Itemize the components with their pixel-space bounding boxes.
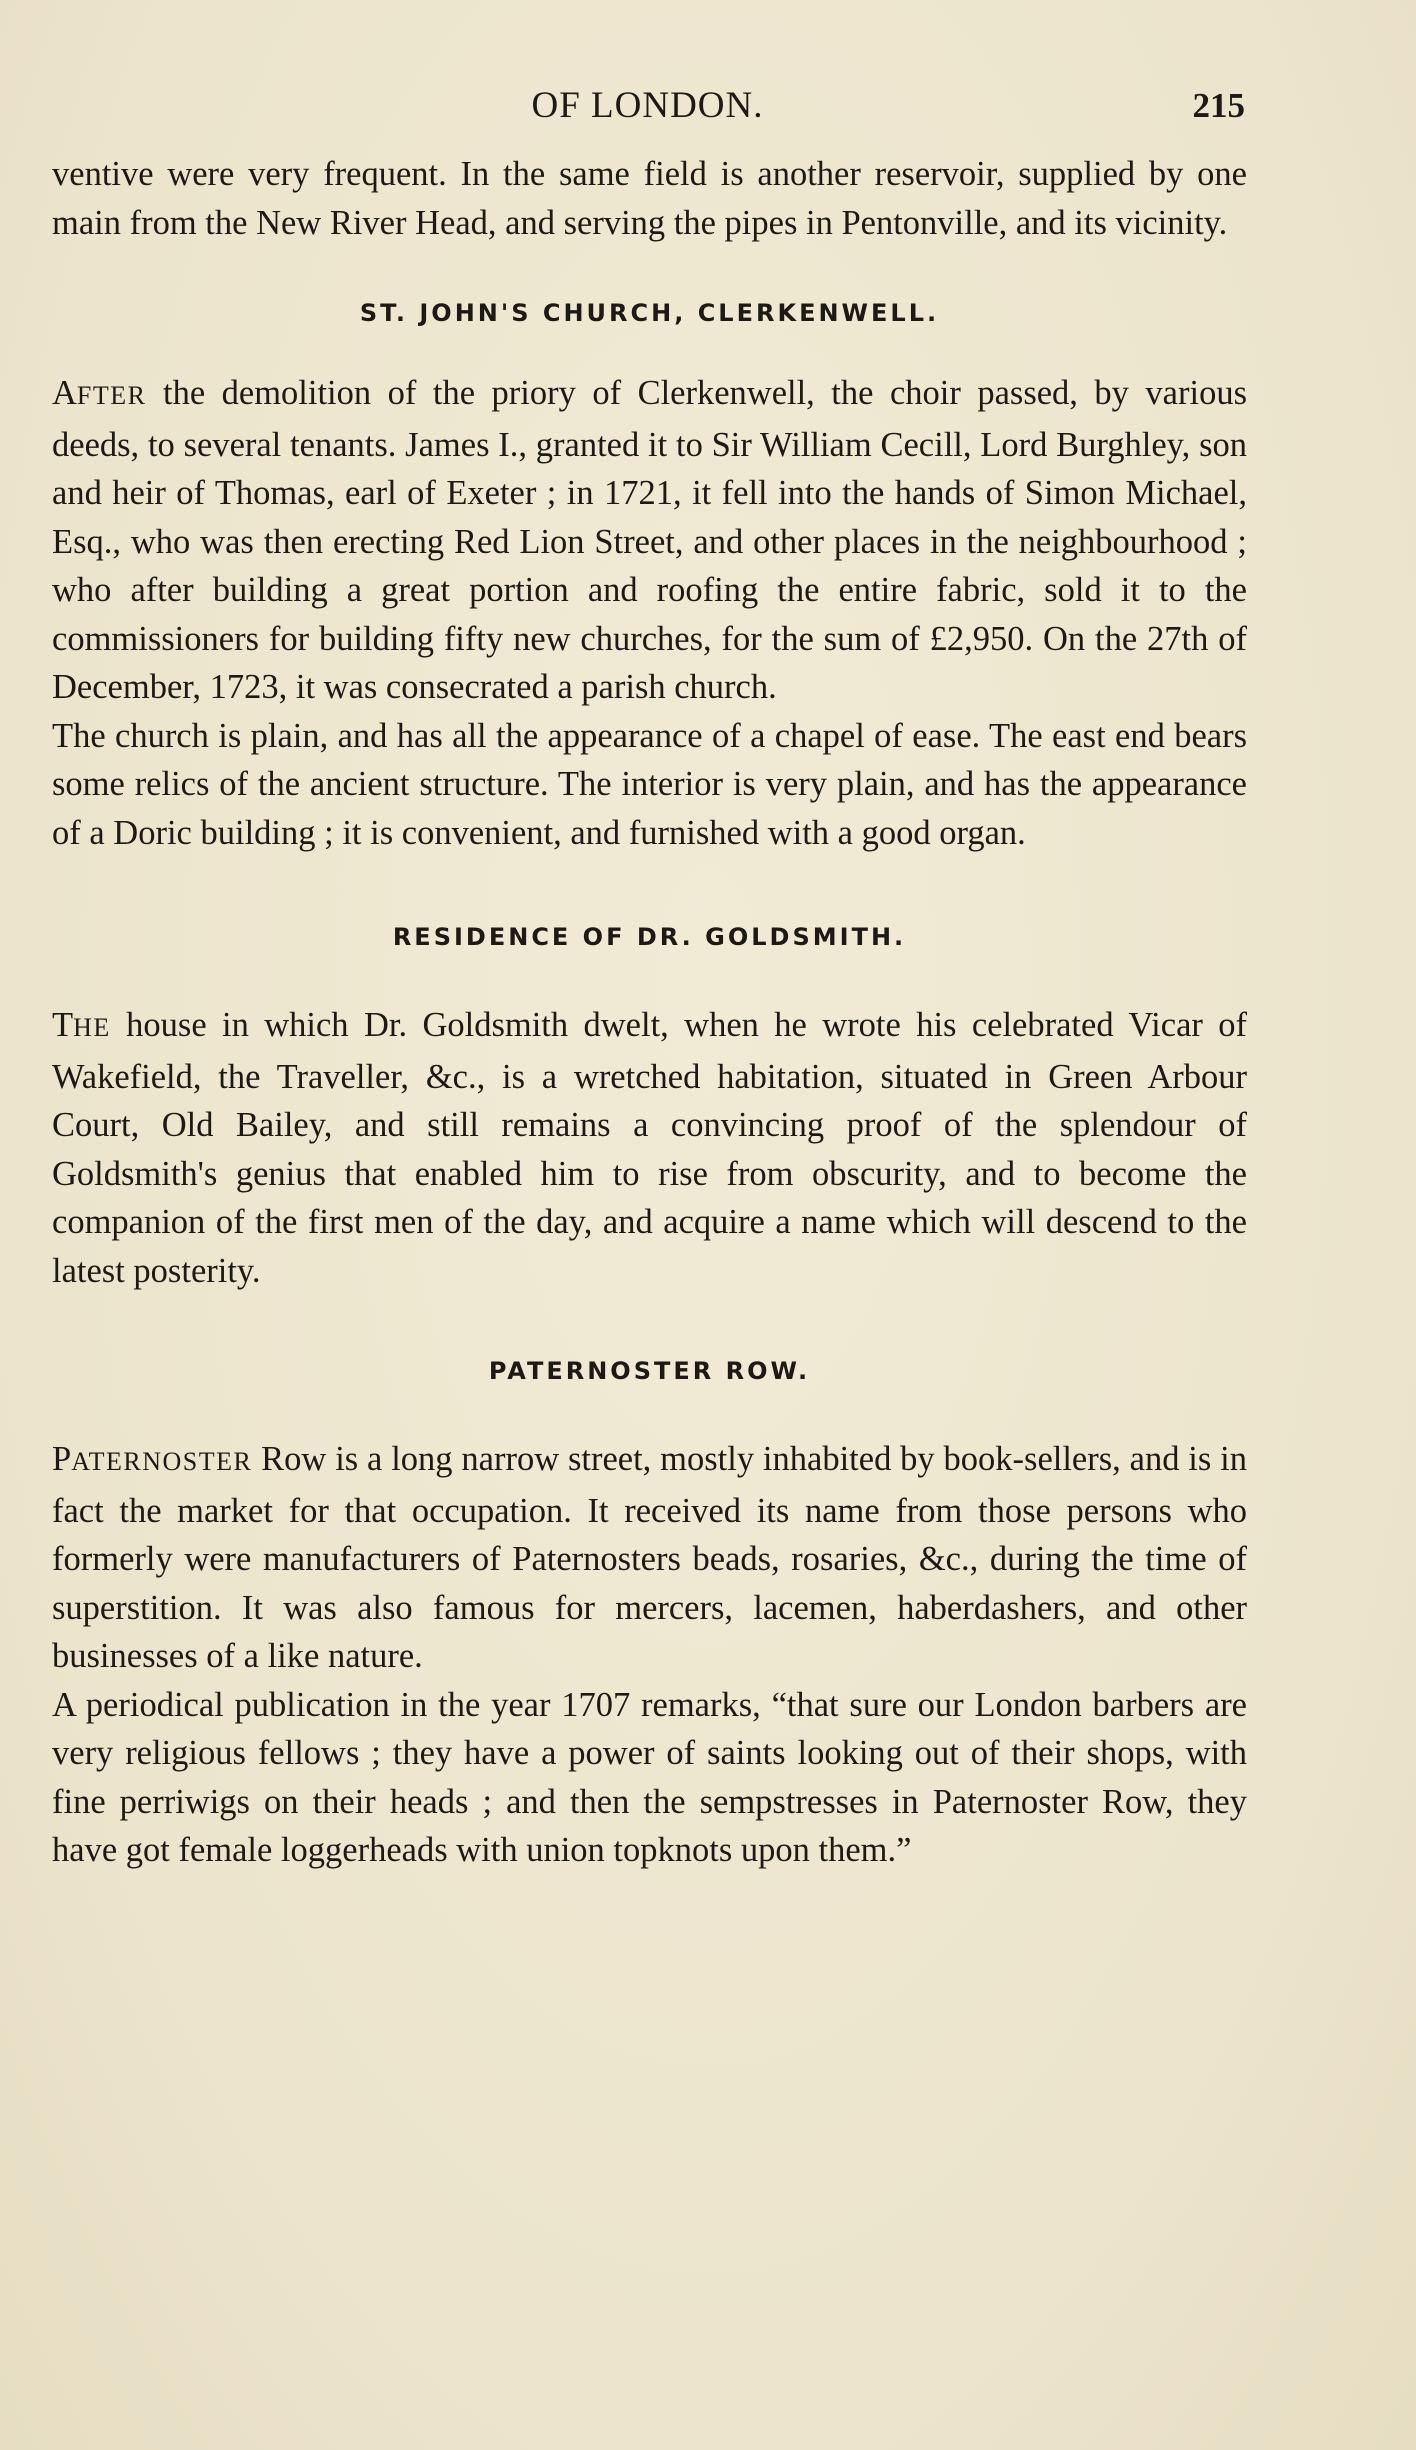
paternoster-lead-rest: ATERNOSTER: [71, 1447, 253, 1476]
section-heading-goldsmith: RESIDENCE OF DR. GOLDSMITH.: [392, 923, 907, 951]
goldsmith-lead-rest: HE: [73, 1013, 111, 1042]
paternoster-paragraph-1-text: Row is a long narrow street, mostly inhabited by book-sellers, and is in fact the market for that occupation. It received its name from those persons who formerly were manufacturers of Paternosters beads, rosaries, &c., during the time of superstition. It was also famous for mercers, lacemen, haberdashers, and other businesses of a like nature.: [52, 1440, 1247, 1675]
section-heading-church: ST. JOHN'S CHURCH, CLERKENWELL.: [359, 299, 940, 327]
church-lead-rest: FTER: [76, 381, 147, 410]
paternoster-lead-cap: P: [52, 1440, 72, 1478]
paternoster-paragraph-1: [52, 1435, 1247, 1681]
paternoster-paragraph-2: A periodical publication in the year 1707 remarks, “that sure our London barbers are very religious fellows ; they have a power of saints looking out of their shops, with fine perriwigs on their heads ; and then the sempstresses in Paternoster Row, they have got female loggerheads with union topknots upon them.”: [52, 1685, 1247, 1869]
church-paragraph-1-text: the demolition of the priory of Clerkenwell, the choir passed, by various deeds, to several tenants. James I., granted it to Sir William Cecill, Lord Burghley, son and heir of Thomas, earl of Exeter ; in 1721, it fell into the hands of Simon Michael, Esq., who was then erecting Red Lion Street, and other places in the neighbourhood ; who after building a great portion and roofing the entire fabric, sold it to the commissioners for building fifty new churches, for the sum of £2,950. On the 27th of December, 1723, it was consecrated a parish church.: [52, 374, 1247, 706]
church-lead-cap: A: [52, 374, 77, 412]
church-paragraph-1: [52, 369, 1247, 712]
body-text: [52, 150, 1247, 1875]
intro-paragraph: ventive were very frequent. In the same field is another reservoir, supplied by one main from the New River Head, and serving the pipes in Pentonville, and its vicinity.: [52, 155, 1247, 242]
church-paragraph-2: The church is plain, and has all the appearance of a chapel of ease. The east end bears some relics of the ancient structure. The interior is very plain, and has the appearance of a Doric building ; it is convenient, and furnished with a good organ.: [52, 716, 1247, 852]
goldsmith-paragraph-1: [52, 1001, 1247, 1295]
running-head: [50, 84, 1245, 134]
goldsmith-lead-cap: T: [52, 1006, 74, 1044]
section-heading-paternoster: PATERNOSTER ROW.: [488, 1357, 811, 1385]
running-title: OF LONDON.: [531, 85, 764, 126]
goldsmith-paragraph-1-text: house in which Dr. Goldsmith dwelt, when he wrote his celebrated Vicar of Wakefield, the Traveller, &c., is a wretched habitation, situated in Green Arbour Court, Old Bailey, and still remains a convincing proof of the splendour of Goldsmith's genius that enabled him to rise from obscurity, and to become the companion of the first men of the day, and acquire a name which will descend to the latest posterity.: [52, 1006, 1247, 1290]
page-number: 215: [1192, 86, 1245, 125]
